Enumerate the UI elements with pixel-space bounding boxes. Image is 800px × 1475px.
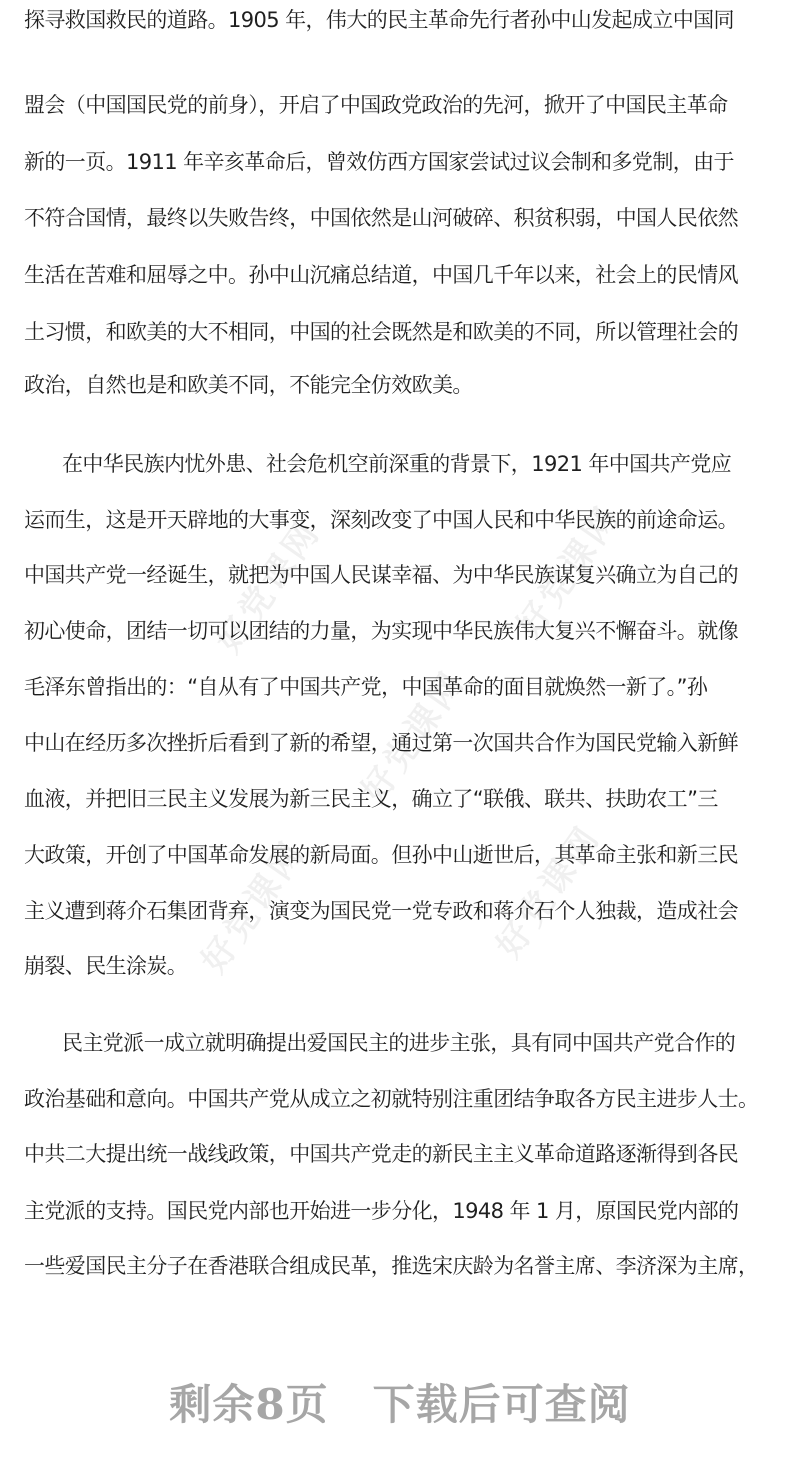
- text-line: 初心使命，团结一切可以团结的力量，为实现中华民族伟大复兴不懈奋斗。就像: [24, 619, 738, 643]
- text-line: 大政策，开创了中国革命发展的新局面。但孙中山逝世后，其革命主张和新三民: [24, 843, 738, 867]
- watermark: 好党课网: [208, 512, 329, 661]
- download-to-view-label: 下载后可查阅: [372, 1380, 631, 1429]
- text-line: 一些爱国民主分子在香港联合组成民革，推选宋庆龄为名誉主席、李济深为主席，: [24, 1254, 759, 1278]
- text-line: 民主党派一成立就明确提出爱国民主的进步主张，具有同中国共产党合作的: [62, 1031, 736, 1055]
- text-line: 崩裂、民生涂炭。: [24, 954, 188, 978]
- text-line: 政治，自然也是和欧美不同，不能完全仿效欧美。: [24, 373, 473, 397]
- text-line: 生活在苦难和屈辱之中。孙中山沉痛总结道，中国几千年以来，社会上的民情风: [24, 263, 738, 287]
- text-line: 中山在经历多次挫折后看到了新的希望，通过第一次国共合作为国民党输入新鲜: [24, 731, 738, 755]
- text-line: 主党派的支持。国民党内部也开始进一步分化，1948 年 1 月，原国民党内部的: [24, 1199, 739, 1223]
- text-line: 运而生，这是开天辟地的大事变，深刻改变了中国人民和中华民族的前途命运。: [24, 508, 738, 532]
- watermark: 好党课网: [508, 497, 629, 646]
- text-line: 不符合国情，最终以失败告终，中国依然是山河破碎、积贫积弱，中国人民依然: [24, 206, 738, 230]
- text-line: 主义遭到蒋介石集团背弃，演变为国民党一党专政和蒋介石个人独裁，造成社会: [24, 899, 738, 923]
- remaining-pages-label: 剩余8页: [169, 1380, 329, 1429]
- text-line: 血液，并把旧三民主义发展为新三民主义，确立了“联俄、联共、扶助农工”三: [24, 787, 718, 811]
- text-line: 在中华民族内忧外患、社会危机空前深重的背景下，1921 年中国共产党应: [62, 452, 732, 476]
- watermark: 好党课网: [353, 662, 474, 811]
- text-line: 土习惯，和欧美的大不相同，中国的社会既然是和欧美的不同，所以管理社会的: [24, 320, 738, 344]
- text-line: 中共二大提出统一战线政策，中国共产党走的新民主主义革命道路逐渐得到各民: [24, 1142, 738, 1166]
- watermark: 好党课网: [488, 817, 609, 966]
- watermark: 好党课网: [193, 832, 314, 981]
- text-line: 盟会（中国国民党的前身），开启了中国政党政治的先河，掀开了中国民主革命: [24, 93, 728, 117]
- text-line: 政治基础和意向。中国共产党从成立之初就特别注重团结争取各方民主进步人士。: [24, 1087, 759, 1111]
- text-line: 探寻救国救民的道路。1905 年，伟大的民主革命先行者孙中山发起成立中国同: [24, 8, 734, 32]
- download-prompt-banner[interactable]: [0, 1372, 800, 1432]
- text-line: 中国共产党一经诞生，就把为中国人民谋幸福、为中华民族谋复兴确立为自己的: [24, 563, 738, 587]
- text-line: 新的一页。1911 年辛亥革命后，曾效仿西方国家尝试过议会制和多党制，由于: [24, 150, 734, 174]
- text-line: 毛泽东曾指出的：“自从有了中国共产党，中国革命的面目就焕然一新了。”孙: [24, 675, 708, 699]
